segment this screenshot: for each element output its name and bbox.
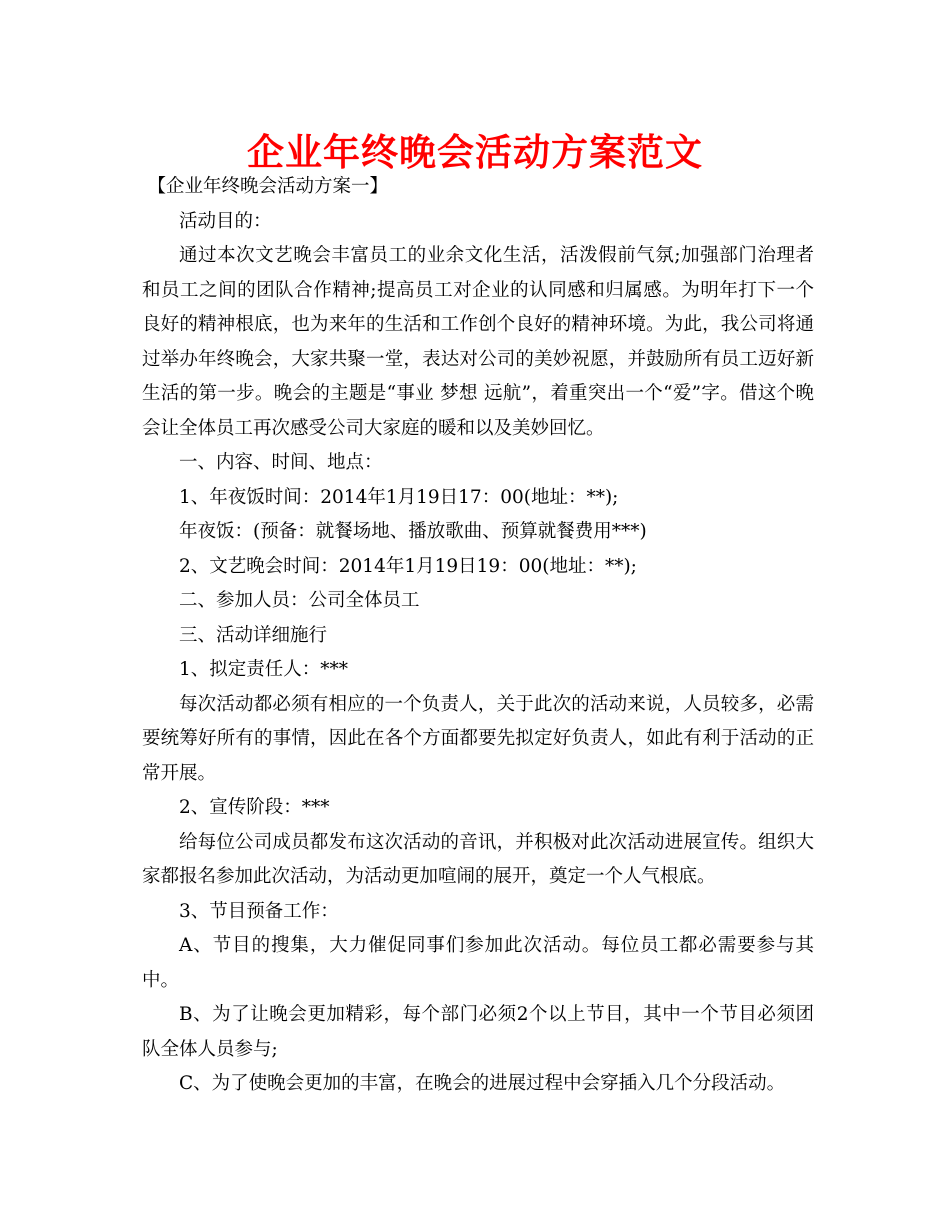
section-heading: 【企业年终晚会活动方案一】 [147,176,389,197]
paragraph: C、为了使晚会更加的丰富，在晚会的进展过程中会穿插入几个分段活动。 [179,1073,786,1094]
document-body [142,170,814,1102]
paragraph: B、为了让晚会更加精彩，每个部门必须2个以上节目，其中一个节目必须团队全体人员参与; [142,1004,814,1060]
paragraph: A、节目的搜集，大力催促同事们参加此次活动。每位员工都必需要参与其中。 [142,935,814,991]
paragraph: 2、文艺晚会时间：2014年1月19日19：00(地址：**); [179,555,637,577]
paragraph: 活动目的： [179,210,272,232]
paragraph: 3、节目预备工作： [179,900,339,922]
paragraph: 2、宣传阶段：*** [179,797,330,818]
paragraph: 三、活动详细施行 [179,624,328,646]
paragraph: 1、年夜饭时间：2014年1月19日17：00(地址：**); [179,486,619,508]
document-title: 企业年终晚会活动方案范文 [247,130,703,174]
paragraph: 每次活动都必须有相应的一个负责人，关于此次的活动来说，人员较多，必需要统筹好所有的事情，因此在各个方面都要先拟定好负责人，如此有利于活动的正常开展。 [142,693,814,784]
paragraph: 一、内容、时间、地点： [179,452,383,473]
paragraph: 年夜饭：(预备：就餐场地、播放歌曲、预算就餐费用***) [179,521,647,542]
paragraph: 给每位公司成员都发布这次活动的音讯，并积极对此次活动进展宣传。组织大家都报名参加此次活动，为活动更加喧闹的展开，奠定一个人气根底。 [142,831,814,887]
paragraph: 通过本次文艺晚会丰富员工的业余文化生活，活泼假前气氛;加强部门治理者和员工之间的团队合作精神;提高员工对企业的认同感和归属感。为明年打下一个良好的精神根底，也为来年的生活和工作创个良好的精神环境。为此，我公司将通过举办年终晚会，大家共聚一堂，表达对公司的美妙祝愿，并鼓励所有员工迈好新生活的第一步。晚会的主题是“事业 梦想 远航”，着重突出一个“爱”字。借这个晚会让全体员工再次感受公司大家庭的暖和以及美妙回忆。 [142,245,814,439]
paragraph: 二、参加人员：公司全体员工 [179,590,420,611]
paragraph: 1、拟定责任人：*** [179,659,349,680]
